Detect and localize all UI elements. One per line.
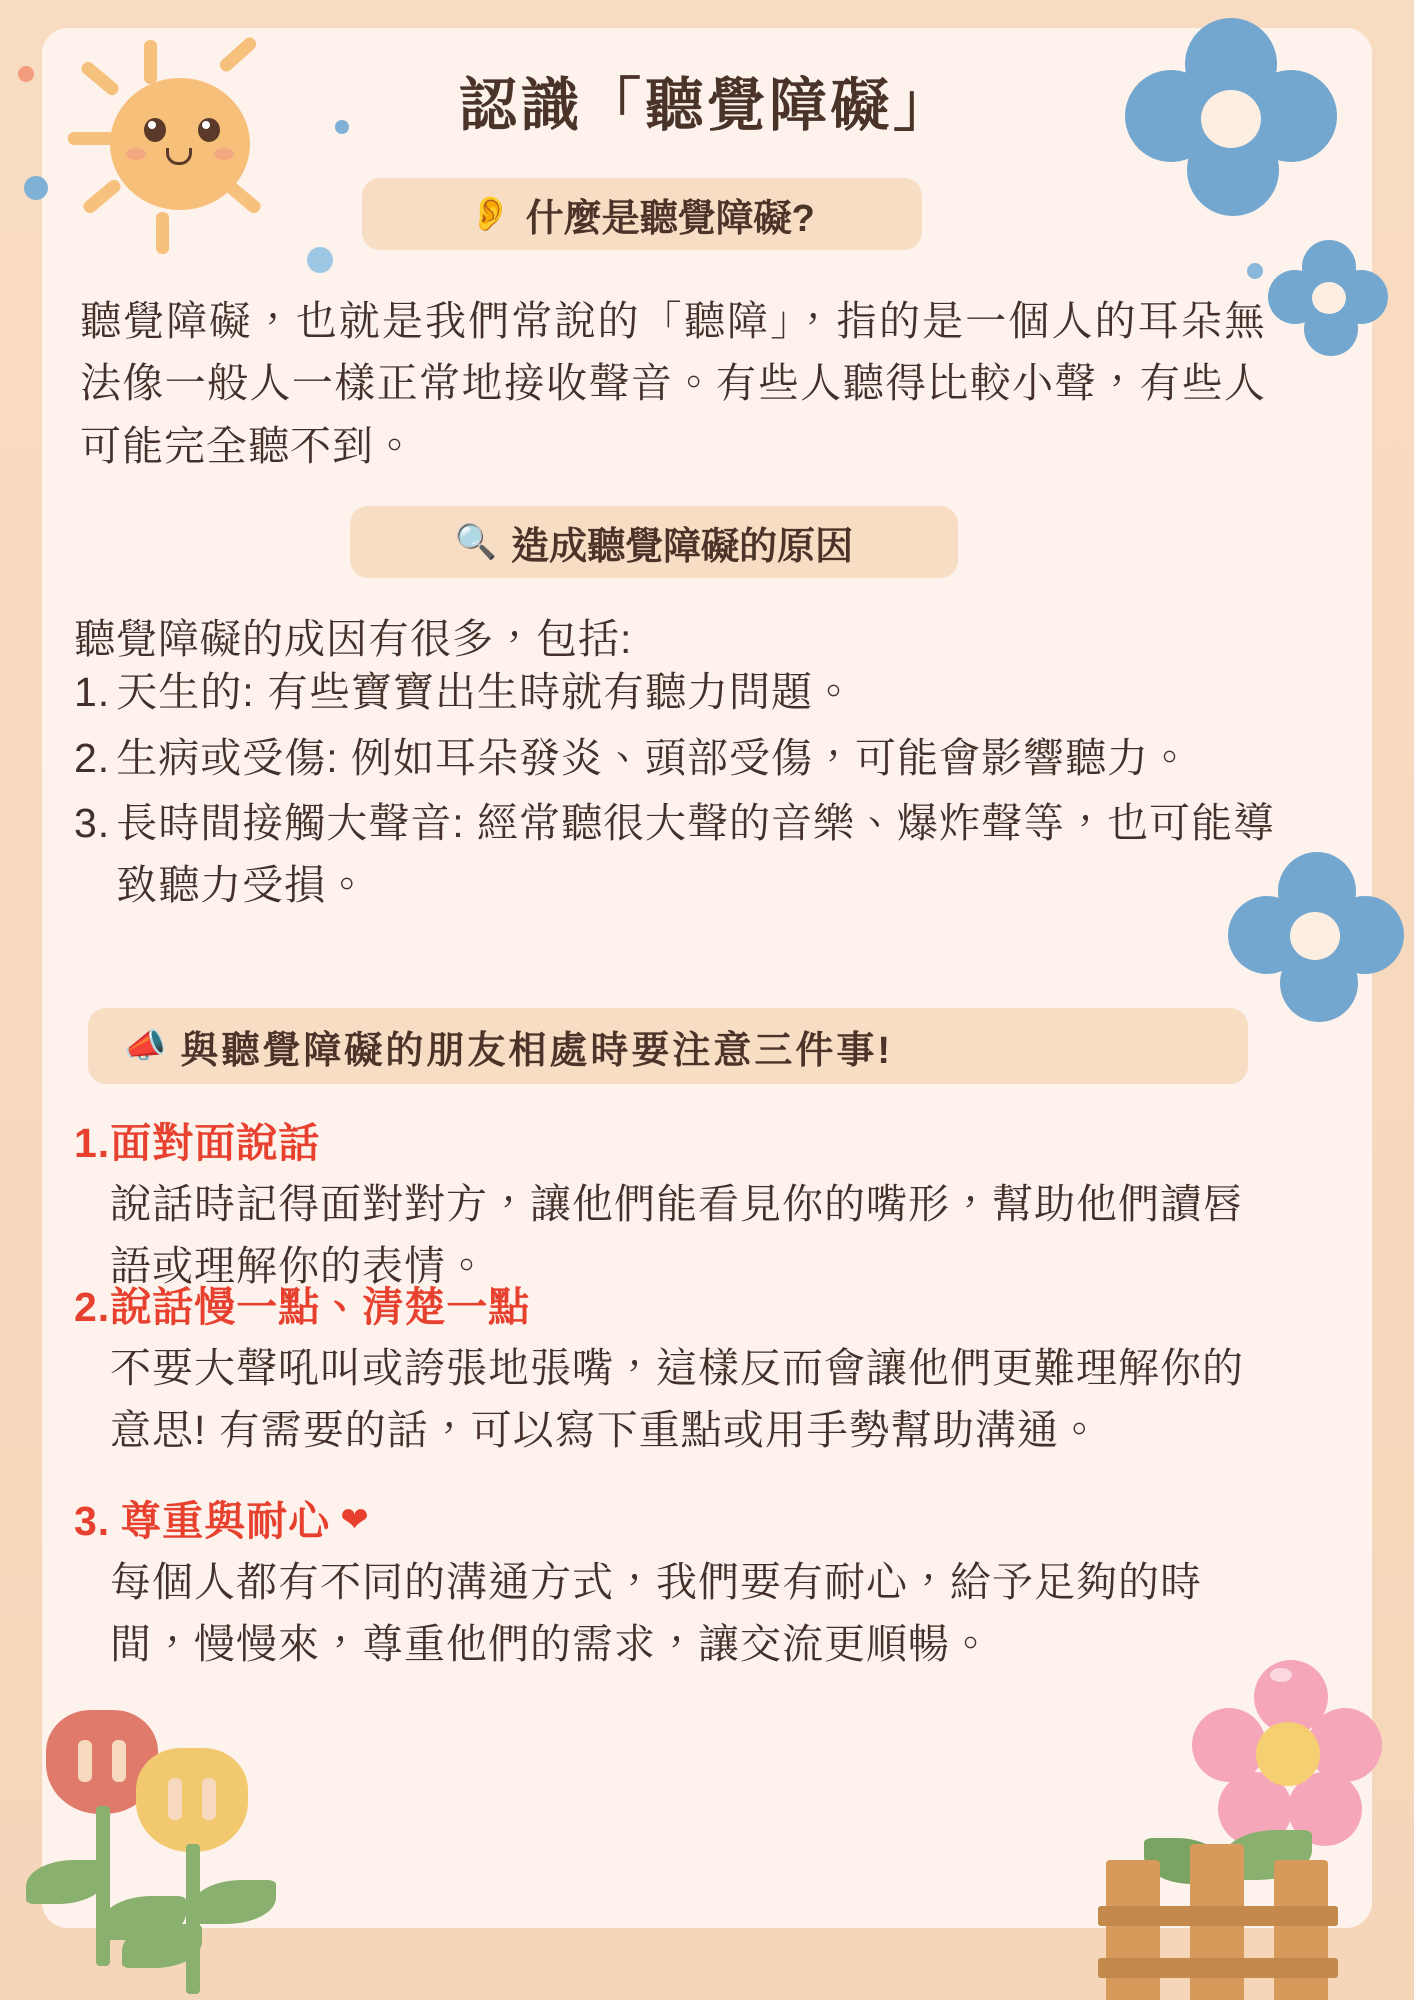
list-item — [74, 662, 1284, 724]
tip-title: 尊重與耐心 — [120, 1498, 331, 1544]
tip-number: 3. — [74, 1498, 111, 1544]
list-item-text: 長時間接觸大聲音: 經常聽很大聲的音樂、爆炸聲等，也可能導致聽力受損。 — [116, 800, 1275, 908]
tip-title: 說話慢一點、清楚一點 — [110, 1284, 531, 1330]
section-heading-tips — [88, 1008, 1248, 1084]
section-heading-label: 與聽覺障礙的朋友相處時要注意三件事! — [180, 1029, 893, 1072]
section-heading-label: 什麼是聽覺障礙? — [525, 197, 815, 240]
tip-number: 1. — [74, 1120, 111, 1166]
tip-title: 面對面說話 — [110, 1120, 321, 1166]
tip-body: 不要大聲吼叫或誇張地張嘴，這樣反而會讓他們更難理解你的意思! 有需要的話，可以寫下重點或用手勢幫助溝通。 — [110, 1345, 1244, 1453]
tip-number: 2. — [74, 1284, 111, 1330]
section-heading-what-is — [362, 178, 922, 250]
list-item-number: 3. — [74, 800, 111, 846]
heart-icon: ❤ — [340, 1501, 370, 1540]
list-item-text: 生病或受傷: 例如耳朵發炎、頭部受傷，可能會影響聽力。 — [116, 734, 1191, 781]
list-item-number: 2. — [74, 734, 111, 781]
tip-body: 每個人都有不同的溝通方式，我們要有耐心，給予足夠的時間，慢慢來，尊重他們的需求，讓交流更順暢。 — [110, 1559, 1202, 1667]
list-item — [74, 793, 1284, 916]
list-item — [74, 728, 1284, 790]
causes-list — [74, 662, 1284, 916]
list-item-text: 天生的: 有些寶寶出生時就有聽力問題。 — [116, 669, 855, 715]
tip-2 — [74, 1276, 1274, 1461]
section-body-what-is: 聽覺障礙，也就是我們常說的「聽障」，指的是一個人的耳朵無法像一般人一樣正常地接收聲音。有些人聽得比較小聲，有些人可能完全聽不到。 — [80, 298, 1266, 469]
tip-body: 說話時記得面對對方，讓他們能看見你的嘴形，幫助他們讀唇語或理解你的表情。 — [110, 1181, 1244, 1289]
page-title: 認識「聽覺障礙」 — [458, 73, 955, 138]
ear-icon: 👂 — [469, 195, 512, 233]
magnifier-icon: 🔍 — [454, 523, 498, 561]
section-heading-label: 造成聽覺障礙的原因 — [511, 525, 854, 568]
megaphone-icon: 📣 — [124, 1027, 167, 1065]
section-heading-causes — [350, 506, 958, 578]
section-intro-causes: 聽覺障礙的成因有很多，包括: — [74, 616, 633, 662]
list-item-number: 1. — [74, 669, 111, 715]
tip-1 — [74, 1112, 1274, 1297]
tip-3 — [74, 1490, 1274, 1675]
